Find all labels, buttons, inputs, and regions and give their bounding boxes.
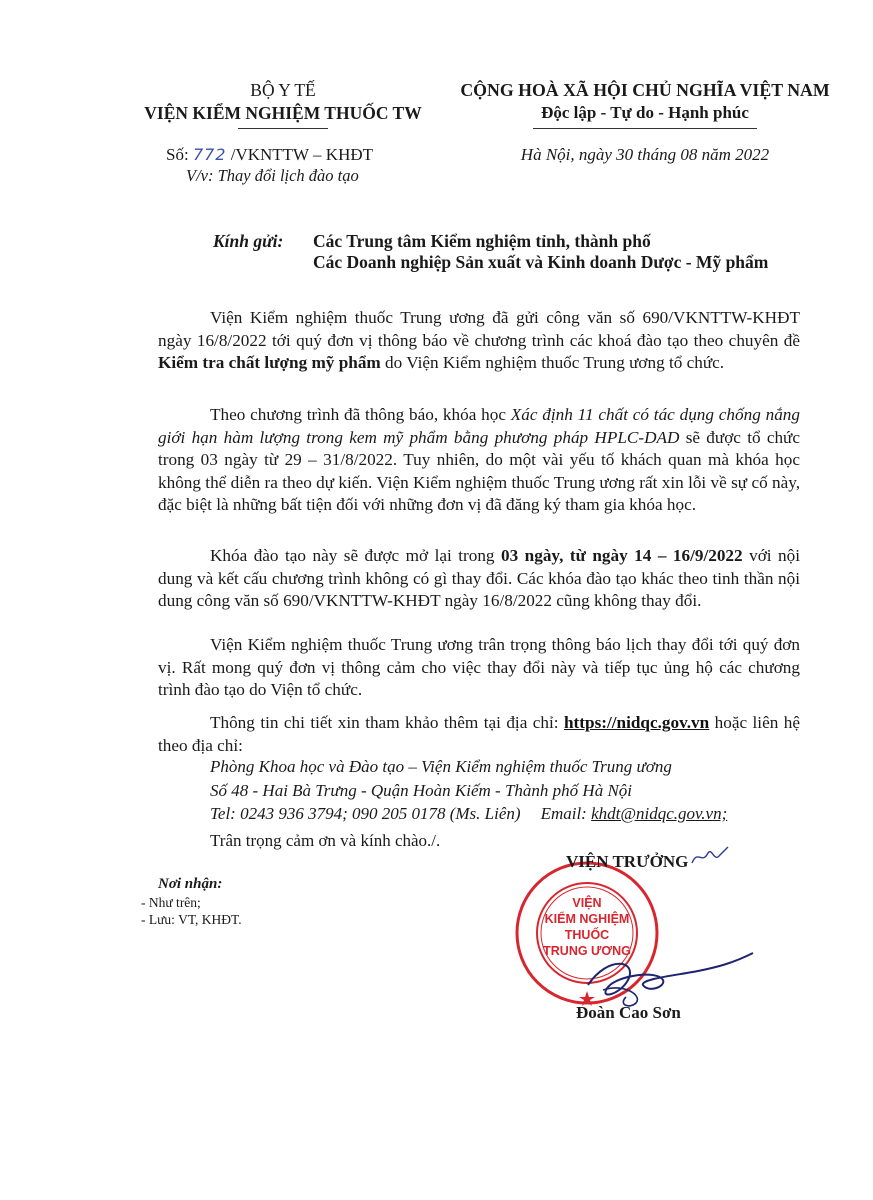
- website-link[interactable]: https://nidqc.gov.vn: [564, 713, 710, 732]
- recipient-item-1: - Như trên;: [141, 895, 201, 910]
- recipients-list-label-text: Nơi nhận: [158, 876, 218, 892]
- national-motto: Độc lập - Tự do - Hạnh phúc: [541, 103, 749, 122]
- header-right: [440, 80, 850, 123]
- p5-text-c: hoặc liên hệ theo địa chỉ:: [158, 713, 800, 755]
- contact-phone: Tel: 0243 936 3794; 090 205 0178 (Ms. Liên): [210, 804, 521, 823]
- number-suffix: /VKNTTW – KHĐT: [230, 145, 374, 164]
- signer-name: Đoàn Cao Sơn: [576, 1003, 681, 1022]
- paragraph-2: [158, 404, 800, 517]
- contact-address: Số 48 - Hai Bà Trưng - Quận Hoàn Kiếm - Thành phố Hà Nội: [210, 781, 633, 800]
- recipients-list-colon: :: [217, 876, 223, 892]
- recipient-line-2: Các Doanh nghiệp Sản xuất và Kinh doanh Dược - Mỹ phẩm: [313, 252, 769, 272]
- seal-line-4: TRUNG ƯƠNG: [543, 944, 631, 958]
- p1-text-c: do Viện Kiểm nghiệm thuốc Trung ương tổ chức.: [380, 353, 725, 372]
- closing-line: Trân trọng cảm ơn và kính chào./.: [210, 831, 441, 850]
- subject-line: V/v: Thay đổi lịch đào tạo: [186, 166, 359, 185]
- recipients-list-label: [158, 876, 222, 893]
- seal-line-1: VIỆN: [572, 896, 602, 910]
- p2-text-a: Theo chương trình đã thông báo, khóa học: [210, 405, 511, 424]
- p1-course-name: Kiểm tra chất lượng mỹ phẩm: [158, 353, 381, 372]
- p4-text: Viện Kiểm nghiệm thuốc Trung ương trân trọng thông báo lịch thay đổi tới quý đơn vị. Rất mong quý đơn vị thông cảm cho việc thay đổi này và tiếp tục ủng hộ các chương trình đào tạo do Viện tổ chức.: [158, 635, 800, 699]
- paragraph-5: [158, 712, 800, 757]
- email-label: Email:: [540, 804, 592, 823]
- document-date: Hà Nội, ngày 30 tháng 08 năm 2022: [520, 145, 770, 164]
- initial-mark: [690, 845, 730, 869]
- document-number: [166, 145, 373, 165]
- paragraph-4: [158, 634, 800, 702]
- seal-line-3: THUỐC: [564, 928, 610, 942]
- p3-text-a: Khóa đào tạo này sẽ được mở lại trong: [210, 546, 502, 565]
- paragraph-1: [158, 307, 800, 375]
- institute-name: VIỆN KIỂM NGHIỆM THUỐC TW: [144, 103, 422, 123]
- paragraph-3: [158, 545, 800, 613]
- ministry-name: BỘ Y TẾ: [250, 80, 316, 100]
- signer-title: VIỆN TRƯỞNG: [566, 852, 689, 871]
- p1-text-a: Viện Kiểm nghiệm thuốc Trung ương đã gửi công văn số 690/VKNTTW-KHĐT ngày 16/8/2022 tới quý đơn vị thông báo về chương trình các khoá đào tạo theo chuyên đề: [158, 308, 800, 350]
- email-link[interactable]: khdt@nidqc.gov.vn;: [591, 804, 728, 823]
- contact-line: [210, 804, 727, 824]
- recipients-label: Kính gửi:: [213, 231, 284, 251]
- p5-text-a: Thông tin chi tiết xin tham khảo thêm tại địa chỉ:: [210, 713, 564, 732]
- contact-department: Phòng Khoa học và Đào tạo – Viện Kiểm nghiệm thuốc Trung ương: [210, 757, 672, 776]
- handwritten-number: 772: [192, 145, 227, 164]
- p3-new-dates: 03 ngày, từ ngày 14 – 16/9/2022: [501, 546, 743, 565]
- p2-text-c: sẽ được tổ chức trong 03 ngày từ 29 – 31/8/2022. Tuy nhiên, do một vài yếu tố khách quan mà khóa học không thể diễn ra theo dự kiến. Viện Kiểm nghiệm thuốc Trung ương rất xin lỗi về sự cố này, đặc biệt là những bất tiện đối với những đơn vị đã đăng ký tham gia khóa học.: [158, 427, 801, 514]
- p2-course-title: Xác định 11 chất có tác dụng chống nắng giới hạn hàm lượng trong kem mỹ phẩm bằng phương pháp HPLC-DAD: [158, 405, 800, 447]
- header-left-underline: [238, 128, 328, 129]
- header-left: [118, 80, 448, 124]
- recipient-line-1: Các Trung tâm Kiểm nghiệm tỉnh, thành phố: [313, 231, 651, 251]
- p3-text-c: với nội dung và kết cấu chương trình không có gì thay đổi. Các khóa đào tạo khác theo tinh thần nội dung công văn số 690/VKNTTW-KHĐT ngày 16/8/2022 cũng không thay đổi.: [158, 546, 800, 610]
- seal-line-2: KIỂM NGHIỆM: [544, 912, 630, 926]
- recipient-item-2: - Lưu: VT, KHĐT.: [141, 912, 242, 927]
- country-name: CỘNG HOÀ XÃ HỘI CHỦ NGHĨA VIỆT NAM: [460, 80, 830, 100]
- number-prefix: Số:: [166, 145, 189, 164]
- motto-underline: [533, 128, 757, 129]
